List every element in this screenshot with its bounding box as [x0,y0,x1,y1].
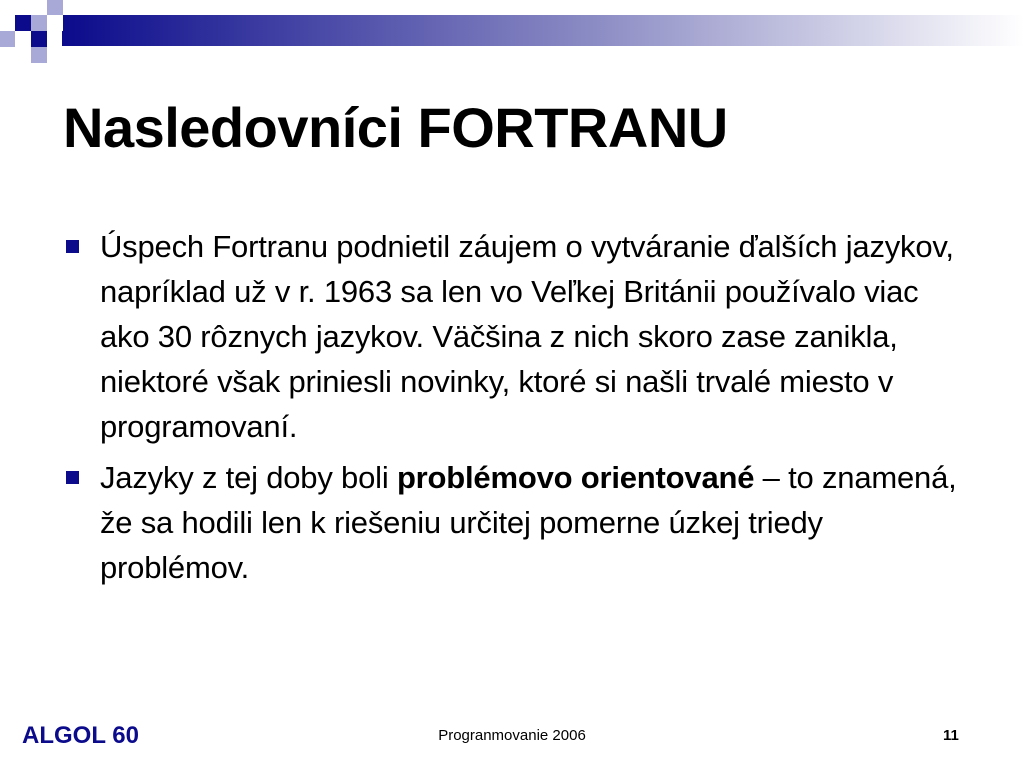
header-decoration [0,0,1024,64]
header-square [15,31,31,47]
header-square [0,31,16,47]
square-bullet-icon [66,471,79,484]
header-gradient-band [62,15,1024,46]
header-square [31,31,47,47]
header-square [15,15,31,31]
square-bullet-icon [66,240,79,253]
header-square [47,15,63,31]
bullet-item [62,455,962,590]
bullet-text-after: – to znamená, že sa hodili len k riešeniu určitej pomerne úzkej triedy problémov. [100,460,957,585]
bullet-text: Úspech Fortranu podnietil záujem o vytváranie ďalších jazykov, napríklad už v r. 1963 sa len vo Veľkej Británii používalo viac ako 30 rôznych jazykov. Väčšina z nich skoro zase zanikla, niektoré však priniesli novinky, ktoré si našli trvalé miesto v programovaní. [100,229,954,444]
header-square [31,47,47,63]
footer-section-title: ALGOL 60 [22,722,139,749]
footer-course-name: Progranmovanie 2006 [438,727,586,744]
bullet-text-before: Jazyky z tej doby boli [100,460,397,495]
bullet-text-emphasis: problémovo orientované [396,460,755,495]
footer-page-number: 11 [943,727,959,744]
header-square [47,0,63,16]
bullet-item [62,224,962,449]
header-square [31,15,47,31]
slide-body [62,224,962,596]
slide-title: Nasledovníci FORTRANU [63,96,728,159]
